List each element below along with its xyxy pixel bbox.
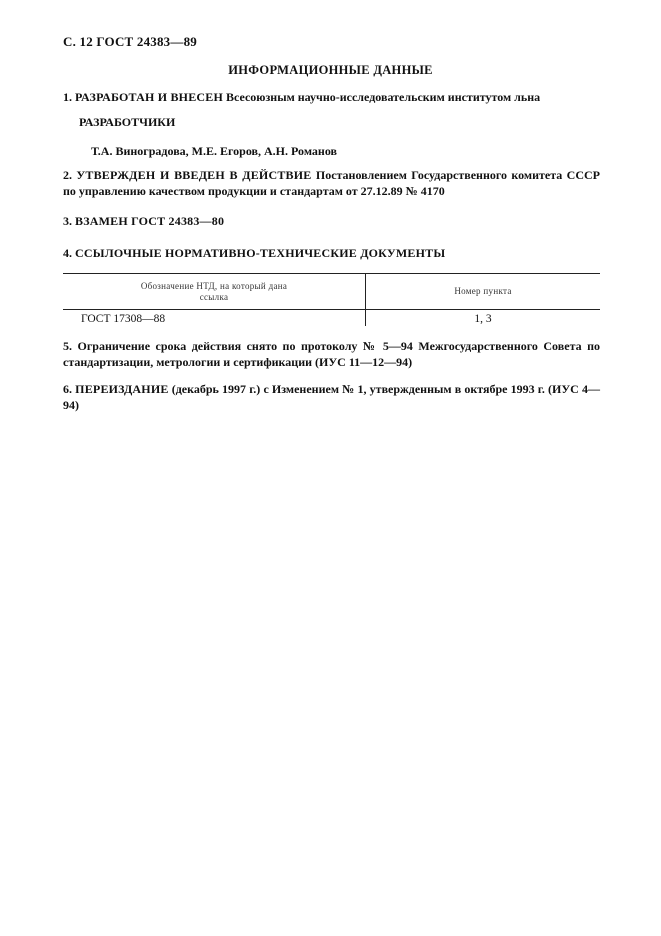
table-row (63, 310, 600, 327)
info-item-4 (63, 245, 600, 261)
info-item-6 (63, 381, 600, 413)
item-number: 5. (63, 339, 72, 353)
item-number: 4. (63, 246, 72, 260)
column-header-designation: Обозначение НТД, на который дана ссылка (63, 274, 366, 310)
item-number: 2. (63, 168, 72, 182)
item-caps: ПЕРЕИЗДАНИЕ (75, 382, 169, 396)
item-text: Ограничение срока действия снято по протоколу № 5—94 Межгосударственного Совета по стандартизации, метрологии и сертификации (ИУС 11—12—94) (63, 339, 600, 369)
section-title: ИНФОРМАЦИОННЫЕ ДАННЫЕ (228, 63, 433, 77)
table-header-row (63, 274, 600, 310)
info-item-1 (63, 89, 600, 105)
info-item-2 (63, 167, 600, 199)
item-caps: РАЗРАБОТАН И ВНЕСЕН (75, 90, 224, 104)
item-caps: УТВЕРЖДЕН И ВВЕДЕН В ДЕЙСТВИЕ (76, 168, 312, 182)
reference-documents-table (63, 273, 600, 326)
table-cell-designation: ГОСТ 17308—88 (63, 310, 366, 327)
item-number: 6. (63, 382, 72, 396)
item-text: Всесоюзным научно-исследовательским институтом льна (223, 90, 541, 104)
table-cell-clause: 1, 3 (474, 312, 492, 325)
developers-heading: РАЗРАБОТЧИКИ (79, 115, 176, 129)
column-header-clause: Номер пункта (366, 274, 601, 310)
item-caps: ВЗАМЕН ГОСТ 24383—80 (75, 214, 225, 228)
info-item-5 (63, 338, 600, 370)
page-header: С. 12 ГОСТ 24383—89 (63, 34, 197, 49)
item-number: 1. (63, 90, 72, 104)
item-number: 3. (63, 214, 72, 228)
item-text: Постановлением Государственного комитета СССР по управлению качеством продукции и стандартам от 27.12.89 № 4170 (63, 168, 600, 198)
info-item-3 (63, 213, 600, 229)
developers-names: Т.А. Виноградова, М.Е. Егоров, А.Н. Романов (91, 144, 338, 158)
item-caps: ССЫЛОЧНЫЕ НОРМАТИВНО-ТЕХНИЧЕСКИЕ ДОКУМЕНТЫ (75, 246, 446, 260)
item-text: (декабрь 1997 г.) с Изменением № 1, утвержденным в октябре 1993 г. (ИУС 4—94) (63, 382, 601, 412)
